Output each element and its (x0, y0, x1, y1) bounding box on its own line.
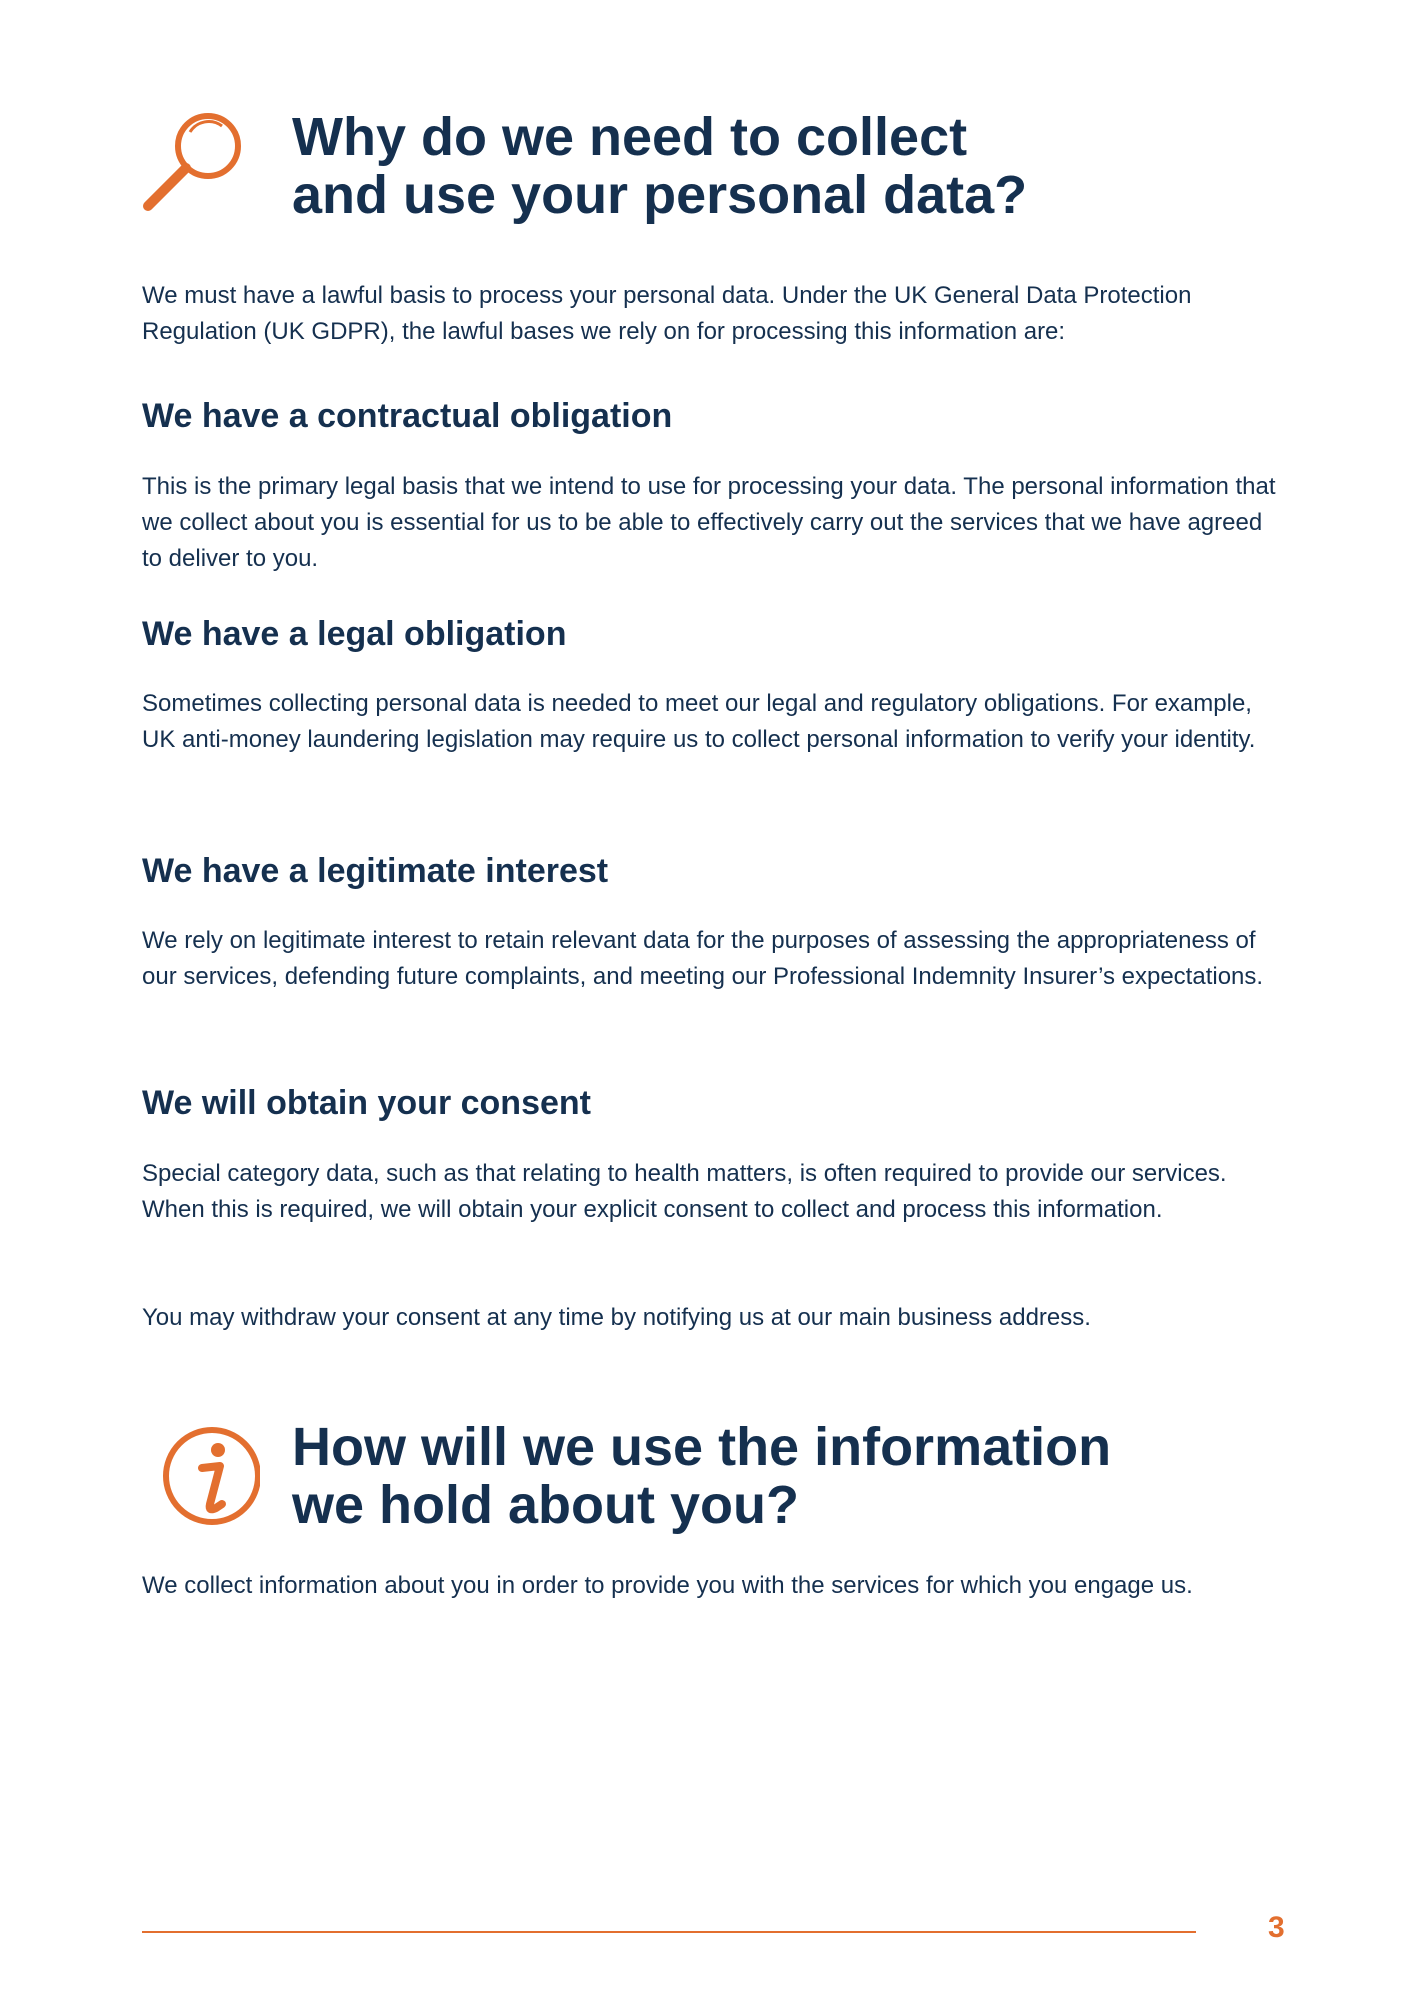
section-header-why-collect (140, 108, 1252, 228)
basis-text-contractual: This is the primary legal basis that we intend to use for processing your data. The personal information that we collect about you is essential for us to be able to effectively carry out the services that we have agreed to deliver to you. (142, 473, 1276, 572)
how-use-paragraph: We collect information about you in order to provide you with the services for which you engage us. (142, 1572, 1193, 1599)
title2-line-1: How will we use the information (292, 1417, 1112, 1477)
footer-divider (142, 1931, 1196, 1933)
title-line-1: Why do we need to collect (292, 107, 968, 167)
section-title-2 (292, 1418, 1252, 1534)
basis-heading-contractual: We have a contractual obligation (142, 397, 673, 435)
title-line-2: and use your personal data? (292, 165, 1028, 225)
basis-text-legal: Sometimes collecting personal data is needed to meet our legal and regulatory obligations. For example, UK anti-money laundering legislation may require us to collect personal information to verify your identity. (142, 690, 1256, 753)
basis-text-consent: Special category data, such as that relating to health matters, is often required to provide our services. When this is required, we will obtain your explicit consent to collect and process this information. (142, 1160, 1227, 1223)
section-header-how-use (140, 1418, 1252, 1538)
intro-paragraph: We must have a lawful basis to process your personal data. Under the UK General Data Protection Regulation (UK GDPR), the lawful bases we rely on for processing this information are: (142, 282, 1192, 345)
page-number: 3 (1268, 1911, 1285, 1944)
basis-text-consent-withdraw: You may withdraw your consent at any time by notifying us at our main business address. (142, 1304, 1091, 1331)
title2-line-2: we hold about you? (292, 1475, 799, 1535)
magnifying-glass-icon (140, 108, 260, 228)
info-icon (140, 1418, 260, 1538)
basis-heading-legal: We have a legal obligation (142, 615, 567, 653)
basis-heading-legitimate: We have a legitimate interest (142, 852, 609, 890)
basis-text-legitimate: We rely on legitimate interest to retain relevant data for the purposes of assessing the appropriateness of our services, defending future complaints, and meeting our Professional Indemnity Insurer’s expectations. (142, 927, 1264, 990)
section-title (292, 108, 1252, 224)
basis-heading-consent: We will obtain your consent (142, 1084, 591, 1122)
